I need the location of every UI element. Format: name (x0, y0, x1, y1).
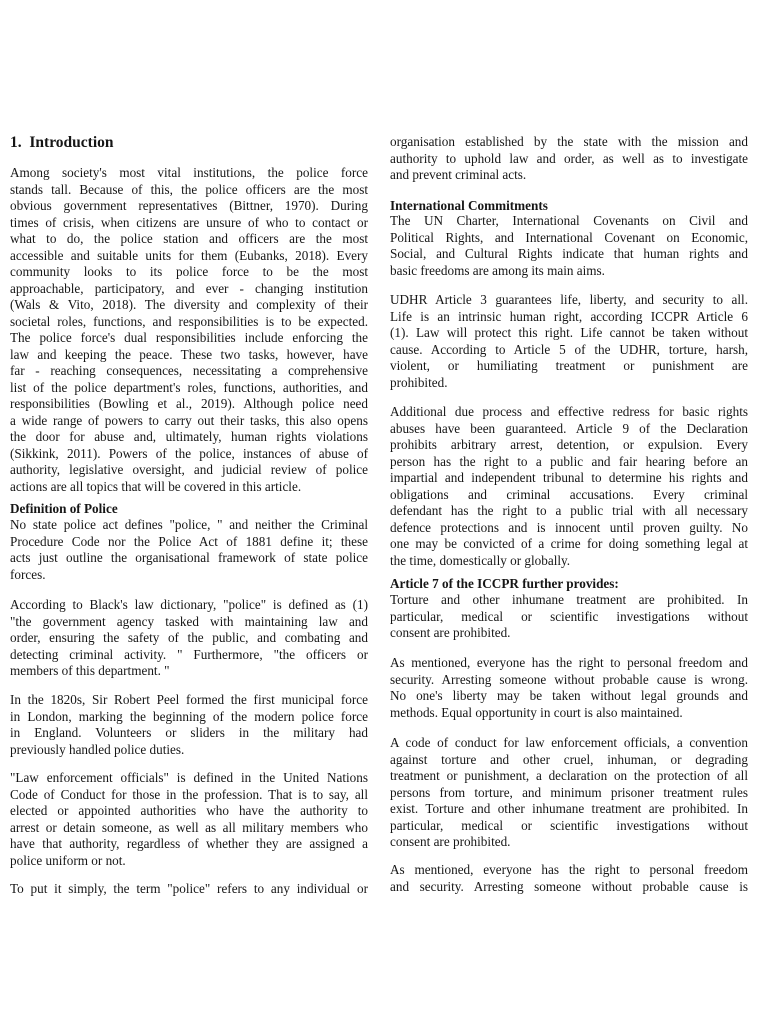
text-line: approachable, participatory, and ever - changing institution (10, 280, 368, 296)
text-line: times of crisis, when citizens are unsure of who to contact or (10, 214, 368, 230)
text-line: forces. (10, 566, 46, 582)
text-line: accessible and suitable units for them (Eubanks, 2018). Every (10, 247, 368, 263)
text-line: stands tall. Because of this, the police officers are the most (10, 181, 368, 197)
text-line: methods. Equal opportunity in court is also maintained. (390, 704, 683, 720)
text-line: law and keeping the peace. These two tasks, however, have (10, 346, 368, 362)
text-line: have that authority, regardless of whether they are assigned a (10, 836, 368, 851)
text-line: organisation established by the state with the mission and (390, 134, 748, 149)
text-line: the time, domestically or globally. (390, 552, 571, 568)
text-line: a wide range of powers to carry out their tasks, this also opens (10, 412, 368, 428)
text-line: Life is an intrinsic human right, according ICCPR Article 6 (390, 308, 748, 324)
text-line: cause. According to Article 5 of the UDHR, torture, harsh, (390, 341, 748, 357)
text-line: Procedure Code nor the Police Act of 1881 define it; these (10, 533, 368, 549)
text-line: and prevent criminal acts. (390, 167, 527, 182)
paragraph-police-definition (10, 881, 368, 898)
text-line: The UN Charter, International Covenants on Civil and (390, 213, 748, 228)
text-line: and security. Arresting someone without probable cause is (390, 878, 748, 894)
text-line: No state police act defines "police, " and neither the Criminal (10, 517, 368, 532)
text-line: abuses have been guaranteed. Article 9 of the Declaration (390, 420, 748, 436)
text-line: in London, marking the beginning of the modern police force (10, 708, 368, 724)
subheading-international-commitments: International Commitments (390, 198, 548, 213)
text-line: A code of conduct for law enforcement officials, a convention (390, 735, 748, 750)
text-line: consent are prohibited. (390, 834, 511, 849)
text-line: societal roles, functions, and responsibilities is to be expected. (10, 313, 368, 329)
text-line: members of this department. " (10, 663, 170, 678)
text-line: Additional due process and effective redress for basic rights (390, 404, 748, 419)
section-title: Introduction (29, 134, 114, 151)
text-line: detecting criminal activity. " Furthermore, "the officers or (10, 646, 368, 662)
text-line: authority, legislative oversight, and judicial review of police (10, 462, 368, 477)
text-line: obligations and criminal accusations. Every criminal (390, 486, 748, 502)
text-line: what to do, the police station and officers are the most (10, 231, 368, 246)
text-line: Political Rights, and International Covenant on Economic, (390, 229, 748, 245)
text-line: acts just outline the organisational framework of state police (10, 550, 368, 565)
text-line: The police force's dual responsibilities include enforcing the (10, 330, 368, 345)
text-line: prohibits arbitrary arrest, detention, or expulsion. Every (390, 437, 748, 452)
text-line: UDHR Article 3 guarantees life, liberty, and security to all. (390, 292, 748, 307)
paragraph-as-mentioned (390, 862, 748, 895)
text-line: violent, or humiliating treatment or punishment are (390, 358, 748, 373)
text-line: According to Black's law dictionary, "police" is defined as (1) (10, 597, 368, 612)
text-line: in England. Volunteers or sliders in the military had (10, 725, 368, 740)
paragraph-blacks-law (10, 597, 368, 680)
paragraph-due-process (390, 404, 748, 569)
text-line: Code of Conduct for those in the profession. That is to say, all (10, 786, 368, 802)
text-line: list of the police department's roles, functions, authorities, and (10, 379, 368, 395)
text-line: actions are all topics that will be covered in this article. (10, 478, 302, 494)
text-line: As mentioned, everyone has the right to personal freedom and (390, 655, 748, 670)
text-line: In the 1820s, Sir Robert Peel formed the first municipal force (10, 692, 368, 707)
text-line: defence protections and is innocent until proven guilty. No (390, 519, 748, 535)
subheading-article-7: Article 7 of the ICCPR further provides: (390, 576, 619, 591)
text-line: Social, and Cultural Rights indicate that human rights and (390, 246, 748, 261)
paragraph-personal-freedom (390, 655, 748, 721)
text-line: persons from torture, and minimum prisoner treatment rules (390, 784, 748, 800)
text-line: To put it simply, the term "police" refers to any individual or (10, 881, 368, 896)
text-line: previously handled police duties. (10, 741, 185, 757)
text-line: community looks to its police force to be the most (10, 264, 368, 279)
text-line: police uniform or not. (10, 852, 126, 868)
paragraph-definition (10, 517, 368, 583)
text-line: No one's liberty may be taken without legal grounds and (390, 688, 748, 703)
text-line: basic freedoms are among its main aims. (390, 262, 605, 278)
text-line: As mentioned, everyone has the right to personal freedom (390, 862, 748, 877)
text-line: arrest or detain someone, as well as all military members who (10, 819, 368, 835)
paragraph-robert-peel (10, 692, 368, 758)
text-line: elected or appointed authorities who have the authority to (10, 803, 368, 818)
text-line: Torture and other inhumane treatment are prohibited. In (390, 592, 748, 607)
text-line: (Wals & Vito, 2018). The diversity and complexity of their (10, 297, 368, 312)
text-line: consent are prohibited. (390, 625, 511, 640)
text-line: particular, medical or scientific investigations without (390, 817, 748, 833)
text-line: obvious government representatives (Bittner, 1970). During (10, 198, 368, 213)
text-line: one may be convicted of a crime for doing something legal at (390, 536, 748, 551)
text-line: against torture and other cruel, inhuman, or degrading (390, 751, 748, 767)
text-line: "the government agency tasked with maintaining law and (10, 613, 368, 629)
text-line: order, ensuring the safety of the public, and combating and (10, 630, 368, 645)
paragraph-code-of-conduct (390, 735, 748, 851)
section-number: 1. (10, 134, 22, 151)
text-line: responsibilities (Bowling et al., 2019). Although police need (10, 396, 368, 411)
text-line: exist. Torture and other inhumane treatment are prohibited. In (390, 801, 748, 816)
paragraph-intro (10, 165, 368, 495)
section-heading (10, 134, 114, 152)
text-line: Among society's most vital institutions, the police force (10, 165, 368, 180)
text-line: authority to uphold law and order, as well as to investigate (390, 150, 748, 166)
paragraph-law-enforcement-officials (10, 770, 368, 869)
paragraph-udhr-article-3 (390, 292, 748, 391)
paragraph-un-charter (390, 213, 748, 279)
text-line: far - reaching consequences, necessitating a comprehensive (10, 363, 368, 378)
text-line: particular, medical or scientific investigations without (390, 608, 748, 624)
text-line: (Sikkink, 2011). Powers of the police, instances of abuse of (10, 445, 368, 461)
subheading-definition-of-police: Definition of Police (10, 501, 118, 516)
text-line: impartial and independent tribunal to determine his rights and (390, 470, 748, 485)
text-line: security. Arresting someone without probable cause is wrong. (390, 671, 748, 687)
text-line: "Law enforcement officials" is defined in the United Nations (10, 770, 368, 785)
text-line: treatment or punishment, a declaration on the protection of all (390, 768, 748, 783)
text-line: the door for abuse and, ultimately, human rights violations (10, 429, 368, 444)
text-line: prohibited. (390, 374, 448, 390)
text-line: (1). Law will protect this right. Life cannot be taken without (390, 325, 748, 340)
paragraph-organisation (390, 134, 748, 184)
paragraph-torture-prohibited (390, 592, 748, 642)
text-line: person has the right to a public and fair hearing before an (390, 453, 748, 469)
text-line: defendant has the right to a public trial with all necessary (390, 503, 748, 518)
